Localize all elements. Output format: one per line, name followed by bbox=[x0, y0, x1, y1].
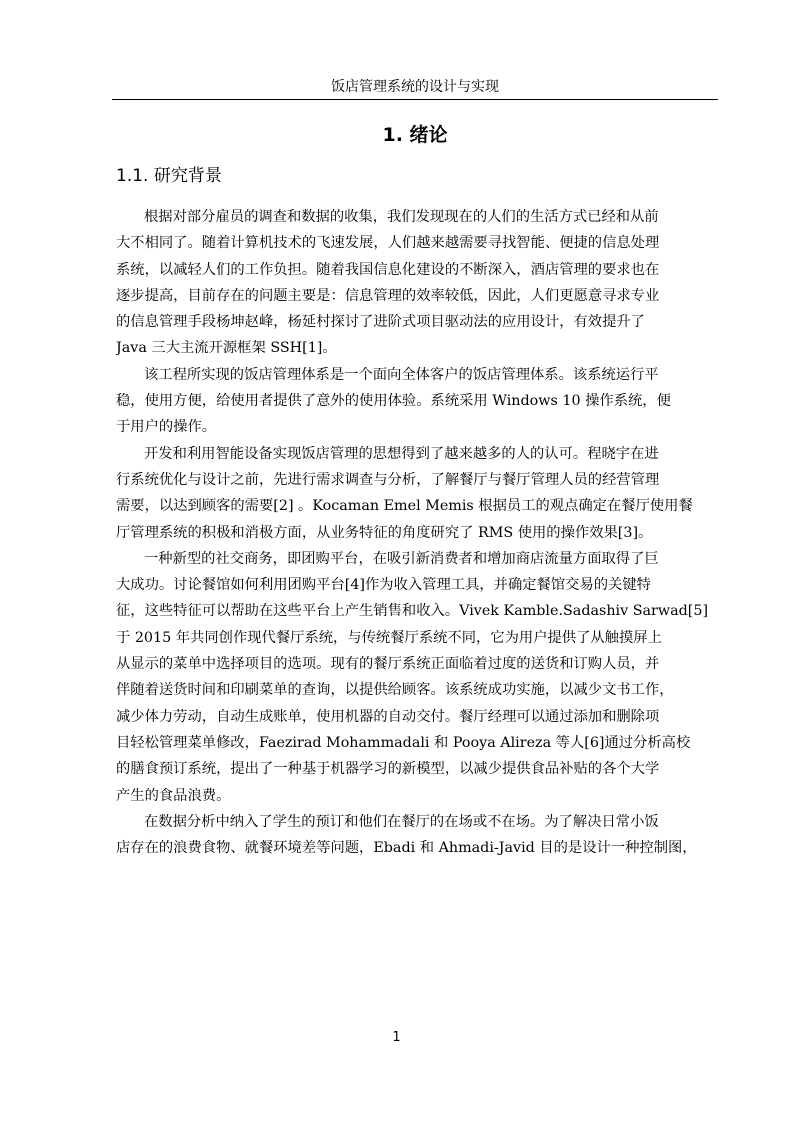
text-line: 于用户的操作。 bbox=[116, 419, 217, 436]
text-line: 系统，以减轻人们的工作负担。随着我国信息化建设的不断深入，酒店管理的要求也在 bbox=[116, 261, 660, 278]
text-line: 开发和利用智能设备实现饭店管理的思想得到了越来越多的人的认可。程晓宇在进 bbox=[144, 445, 659, 462]
text-line: 大成功。讨论餐馆如何利用团购平台[4]作为收入管理工具，并确定餐馆交易的关键特 bbox=[116, 577, 651, 594]
text-line: 的膳食预订系统，提出了一种基于机器学习的新模型，以减少提供食品补贴的各个大学 bbox=[116, 761, 660, 778]
body-text bbox=[116, 204, 718, 861]
text-line: Java 三大主流开源框架 SSH[1]。 bbox=[116, 340, 337, 357]
text-line: 征，这些特征可以帮助在这些平台上产生销售和收入。Vivek Kamble.Sadashiv Sarwad[5] bbox=[116, 603, 709, 620]
text-line: 该工程所实现的饭店管理体系是一个面向全体客户的饭店管理体系。该系统运行平 bbox=[144, 366, 659, 383]
text-line: 稳，使用方便，给使用者提供了意外的使用体验。系统采用 Windows 10 操作系统，便 bbox=[116, 393, 671, 410]
text-line: 行系统优化与设计之前，先进行需求调查与分析，了解餐厅与餐厅管理人员的经营管理 bbox=[116, 471, 660, 488]
text-line: 厅管理系统的积极和消极方面，从业务特征的角度研究了 RMS 使用的操作效果[3]。 bbox=[116, 524, 653, 541]
running-header: 饭店管理系统的设计与实现 bbox=[331, 79, 499, 95]
text-line: 产生的食品浪费。 bbox=[116, 787, 231, 804]
text-line: 根据对部分雇员的调查和数据的收集，我们发现现在的人们的生活方式已经和从前 bbox=[144, 209, 659, 225]
text-line: 减少体力劳动，自动生成账单，使用机器的自动交付。餐厅经理可以通过添加和删除项 bbox=[116, 708, 660, 725]
chapter-title: 1. 绪论 bbox=[382, 124, 448, 146]
text-line: 一种新型的社交商务，即团购平台，在吸引新消费者和增加商店流量方面取得了巨 bbox=[144, 550, 659, 567]
text-line: 从显示的菜单中选择项目的选项。现有的餐厅系统正面临着过度的送货和订购人员，并 bbox=[116, 656, 660, 673]
section-title: 1.1. 研究背景 bbox=[116, 166, 222, 186]
text-line: 的信息管理手段杨坤赵峰，杨延村探讨了进阶式项目驱动法的应用设计，有效提升了 bbox=[116, 314, 645, 331]
text-line: 需要，以达到顾客的需要[2] 。Kocaman Emel Memis 根据员工的观点确定在餐厅使用餐 bbox=[116, 498, 693, 515]
header-divider bbox=[112, 99, 718, 100]
text-line: 在数据分析中纳入了学生的预订和他们在餐厅的在场或不在场。为了解决日常小饭 bbox=[144, 813, 659, 830]
page-number: 1 bbox=[392, 1030, 401, 1045]
text-line: 伴随着送货时间和印刷菜单的查询，以提供给顾客。该系统成功实施，以减少文书工作， bbox=[116, 682, 674, 699]
text-line: 逐步提高，目前存在的问题主要是：信息管理的效率较低，因此，人们更愿意寻求专业 bbox=[116, 287, 660, 304]
text-line: 店存在的浪费食物、就餐环境差等问题，Ebadi 和 Ahmadi-Javid 目的是设计一种控制图， bbox=[116, 840, 697, 857]
text-line: 大不相同了。随着计算机技术的飞速发展，人们越来越需要寻找智能、便捷的信息处理 bbox=[116, 235, 660, 252]
text-line: 于 2015 年共同创作现代餐厅系统，与传统餐厅系统不同，它为用户提供了从触摸屏上 bbox=[116, 629, 662, 646]
text-line: 目轻松管理菜单修改，Faezirad Mohammadali 和 Pooya Alireza 等人[6]通过分析高校 bbox=[116, 734, 691, 751]
